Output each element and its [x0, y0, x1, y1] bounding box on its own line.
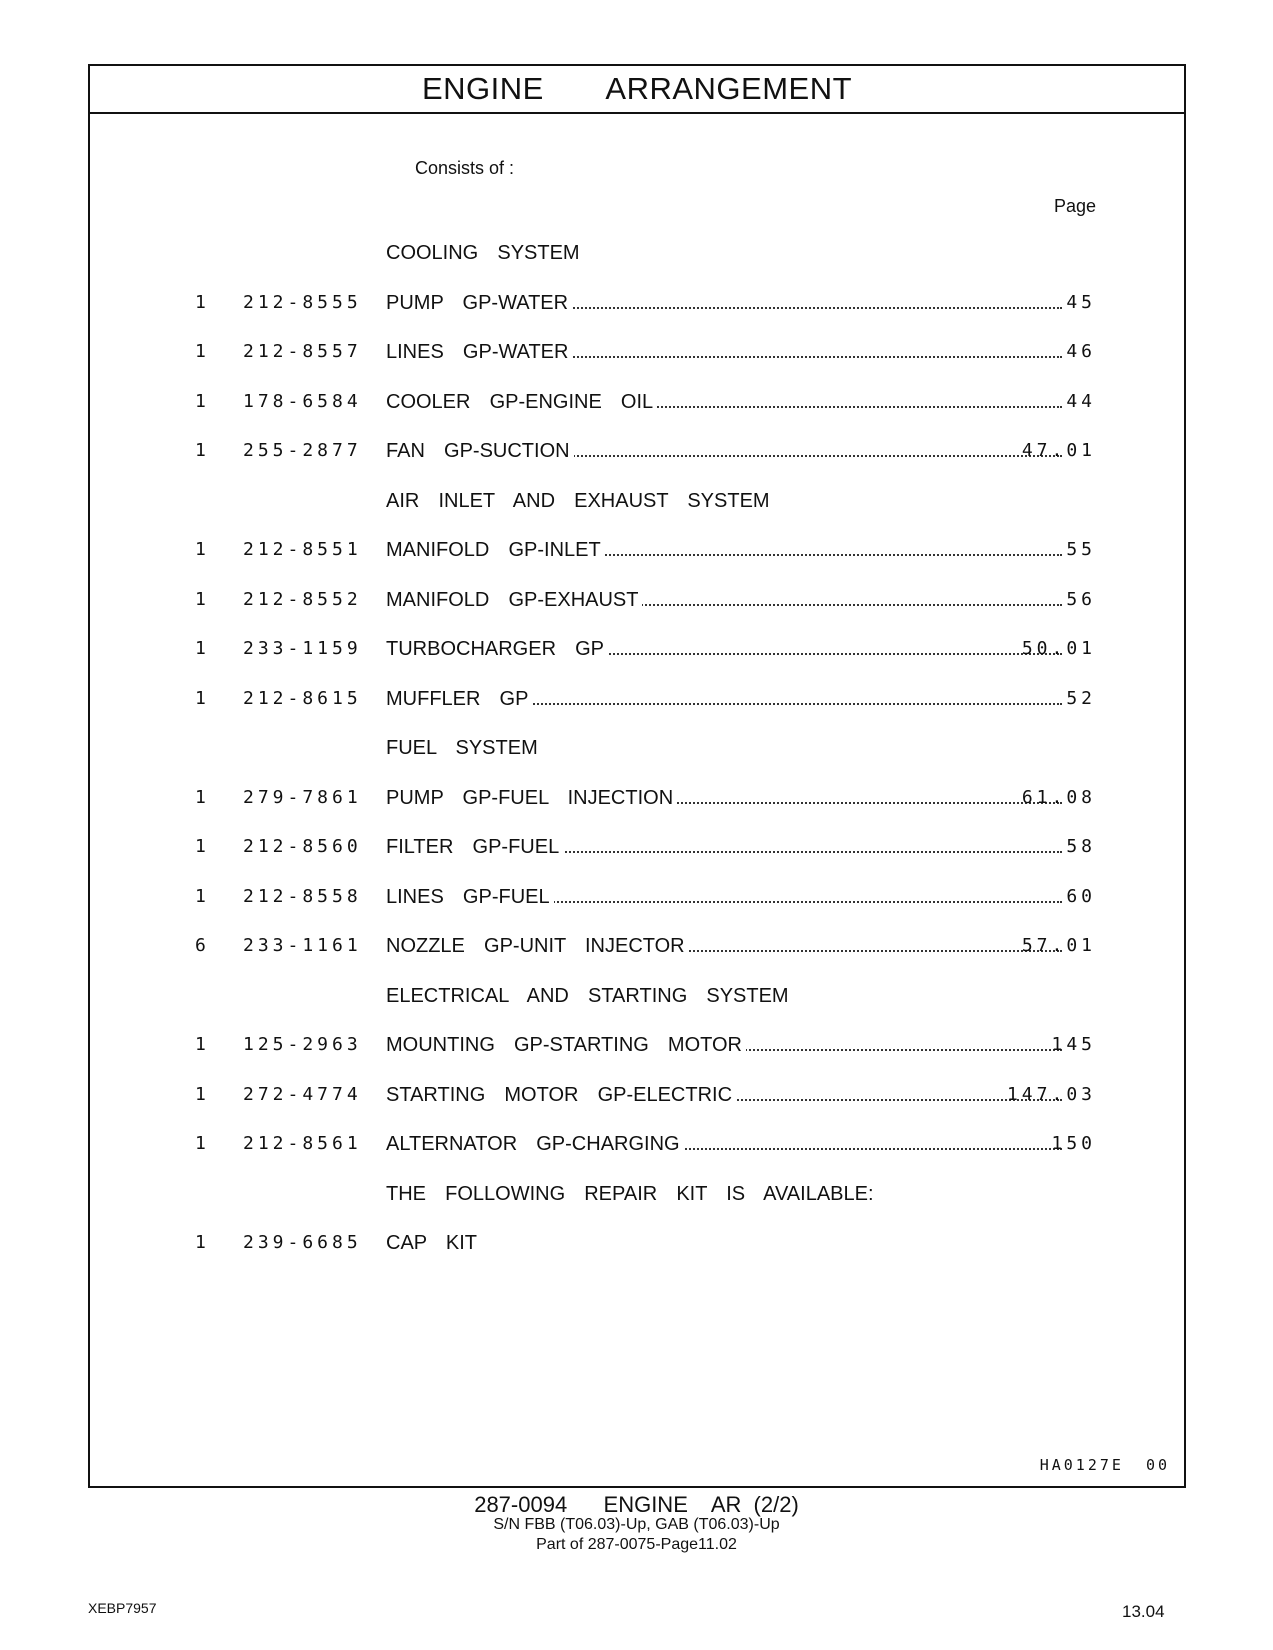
section-heading: AIR INLET AND EXHAUST SYSTEM — [386, 489, 770, 512]
description-text: FILTER GP-FUEL — [386, 836, 563, 858]
quantity: 1 — [195, 1232, 206, 1253]
quantity: 1 — [195, 390, 206, 412]
part-description — [386, 787, 1062, 810]
part-description — [386, 836, 1062, 859]
section-heading: THE FOLLOWING REPAIR KIT IS AVAILABLE: — [386, 1182, 874, 1205]
part-row — [90, 1232, 1184, 1262]
page-reference: 147.03 — [1006, 1083, 1096, 1105]
part-number: 233-1159 — [243, 638, 362, 659]
description-text: ALTERNATOR GP-CHARGING — [386, 1133, 684, 1155]
page-reference: 145 — [1051, 1034, 1096, 1055]
page-reference: 46 — [1066, 341, 1096, 362]
part-row — [90, 341, 1184, 371]
part-number: 212-8555 — [243, 291, 362, 313]
quantity: 6 — [195, 935, 206, 956]
part-row — [90, 539, 1184, 569]
part-number: 125-2963 — [243, 1034, 362, 1055]
part-row — [90, 440, 1184, 470]
quantity: 1 — [195, 539, 206, 560]
description-text: PUMP GP-FUEL INJECTION — [386, 787, 677, 809]
description-text: MANIFOLD GP-INLET — [386, 539, 605, 561]
page-reference: 150 — [1051, 1133, 1096, 1154]
page-reference: 47.01 — [1021, 440, 1096, 461]
page-reference: 55 — [1066, 539, 1096, 560]
part-description — [386, 1084, 1062, 1107]
document-date: 13.04 — [1122, 1602, 1165, 1621]
page-reference: 45 — [1066, 291, 1096, 313]
page-reference: 58 — [1066, 836, 1096, 857]
page-reference: 61.08 — [1021, 786, 1096, 808]
page-reference: 56 — [1066, 588, 1096, 610]
part-number: 212-8560 — [243, 836, 362, 857]
part-number: 212-8552 — [243, 588, 362, 610]
footer-title: 287-0094 ENGINE AR (2/2) — [474, 1492, 799, 1517]
part-number: 255-2877 — [243, 440, 362, 461]
part-row — [90, 589, 1184, 619]
description-text: MOUNTING GP-STARTING MOTOR — [386, 1034, 746, 1056]
description-text: TURBOCHARGER GP — [386, 638, 608, 660]
part-row — [90, 1133, 1184, 1163]
part-number: 233-1161 — [243, 935, 362, 956]
description-text: MANIFOLD GP-EXHAUST — [386, 589, 642, 611]
quantity: 1 — [195, 341, 206, 362]
quantity: 1 — [195, 786, 206, 808]
part-row — [90, 1034, 1184, 1064]
description-text: CAP KIT — [386, 1232, 481, 1254]
page-reference: 50.01 — [1021, 638, 1096, 659]
part-row — [90, 292, 1184, 322]
part-row — [90, 886, 1184, 916]
part-row — [90, 935, 1184, 965]
parts-list-frame — [88, 64, 1186, 1488]
page-reference: 52 — [1066, 687, 1096, 709]
part-number: 212-8558 — [243, 885, 362, 907]
page-column-header: Page — [1053, 196, 1096, 216]
part-number: 212-8551 — [243, 539, 362, 560]
quantity: 1 — [195, 1133, 206, 1154]
part-description — [386, 292, 1062, 315]
section-heading: COOLING SYSTEM — [386, 242, 580, 264]
part-description — [386, 886, 1062, 909]
part-description — [386, 539, 1062, 562]
description-text: LINES GP-WATER — [386, 341, 572, 363]
part-number: 239-6685 — [243, 1232, 362, 1253]
quantity: 1 — [195, 588, 206, 610]
description-text: LINES GP-FUEL — [386, 886, 554, 908]
section-heading: ELECTRICAL AND STARTING SYSTEM — [386, 984, 789, 1007]
footer-serial-range: S/N FBB (T06.03)-Up, GAB (T06.03)-Up — [493, 1516, 780, 1533]
part-row — [90, 391, 1184, 421]
ref-code: HA0127E — [1039, 1456, 1124, 1474]
part-row — [90, 688, 1184, 718]
part-description — [386, 1034, 1062, 1057]
quantity: 1 — [195, 836, 206, 857]
document-id: XEBP7957 — [88, 1600, 157, 1616]
part-row — [90, 787, 1184, 817]
description-text: FAN GP-SUCTION — [386, 440, 574, 462]
part-number: 279-7861 — [243, 786, 362, 808]
part-description — [386, 1133, 1062, 1156]
quantity: 1 — [195, 291, 206, 313]
description-text: MUFFLER GP — [386, 688, 532, 710]
part-description — [386, 688, 1062, 711]
part-description — [386, 638, 1062, 661]
part-row — [90, 836, 1184, 866]
part-description — [386, 935, 1062, 958]
quantity: 1 — [195, 1034, 206, 1055]
page-reference: 60 — [1066, 885, 1096, 907]
description-text: COOLER GP-ENGINE OIL — [386, 391, 657, 413]
part-number: 212-8557 — [243, 341, 362, 362]
quantity: 1 — [195, 885, 206, 907]
part-description — [386, 589, 1062, 612]
quantity: 1 — [195, 1083, 206, 1105]
part-description — [386, 440, 1062, 463]
part-row — [90, 638, 1184, 668]
description-text: NOZZLE GP-UNIT INJECTOR — [386, 935, 689, 957]
ref-revision: 00 — [1145, 1456, 1170, 1474]
quantity: 1 — [195, 638, 206, 659]
section-heading: FUEL SYSTEM — [386, 737, 538, 759]
consists-of-label: Consists of : — [415, 158, 515, 178]
part-row — [90, 1084, 1184, 1114]
quantity: 1 — [195, 440, 206, 461]
page-reference: 44 — [1066, 390, 1096, 412]
part-description — [386, 341, 1062, 364]
description-text: STARTING MOTOR GP-ELECTRIC — [386, 1084, 736, 1106]
part-description — [386, 1232, 1062, 1255]
part-number: 178-6584 — [243, 390, 362, 412]
part-description — [386, 391, 1062, 414]
quantity: 1 — [195, 687, 206, 709]
title-bar — [90, 66, 1184, 114]
part-number: 212-8615 — [243, 687, 362, 709]
description-text: PUMP GP-WATER — [386, 292, 572, 314]
footer-part-of: Part of 287-0075-Page11.02 — [536, 1536, 737, 1553]
page-title: ENGINE ARRANGEMENT — [421, 71, 853, 106]
part-number: 212-8561 — [243, 1133, 362, 1154]
reference-code — [1040, 1456, 1170, 1474]
part-number: 272-4774 — [243, 1083, 362, 1105]
page-reference: 57.01 — [1021, 935, 1096, 956]
